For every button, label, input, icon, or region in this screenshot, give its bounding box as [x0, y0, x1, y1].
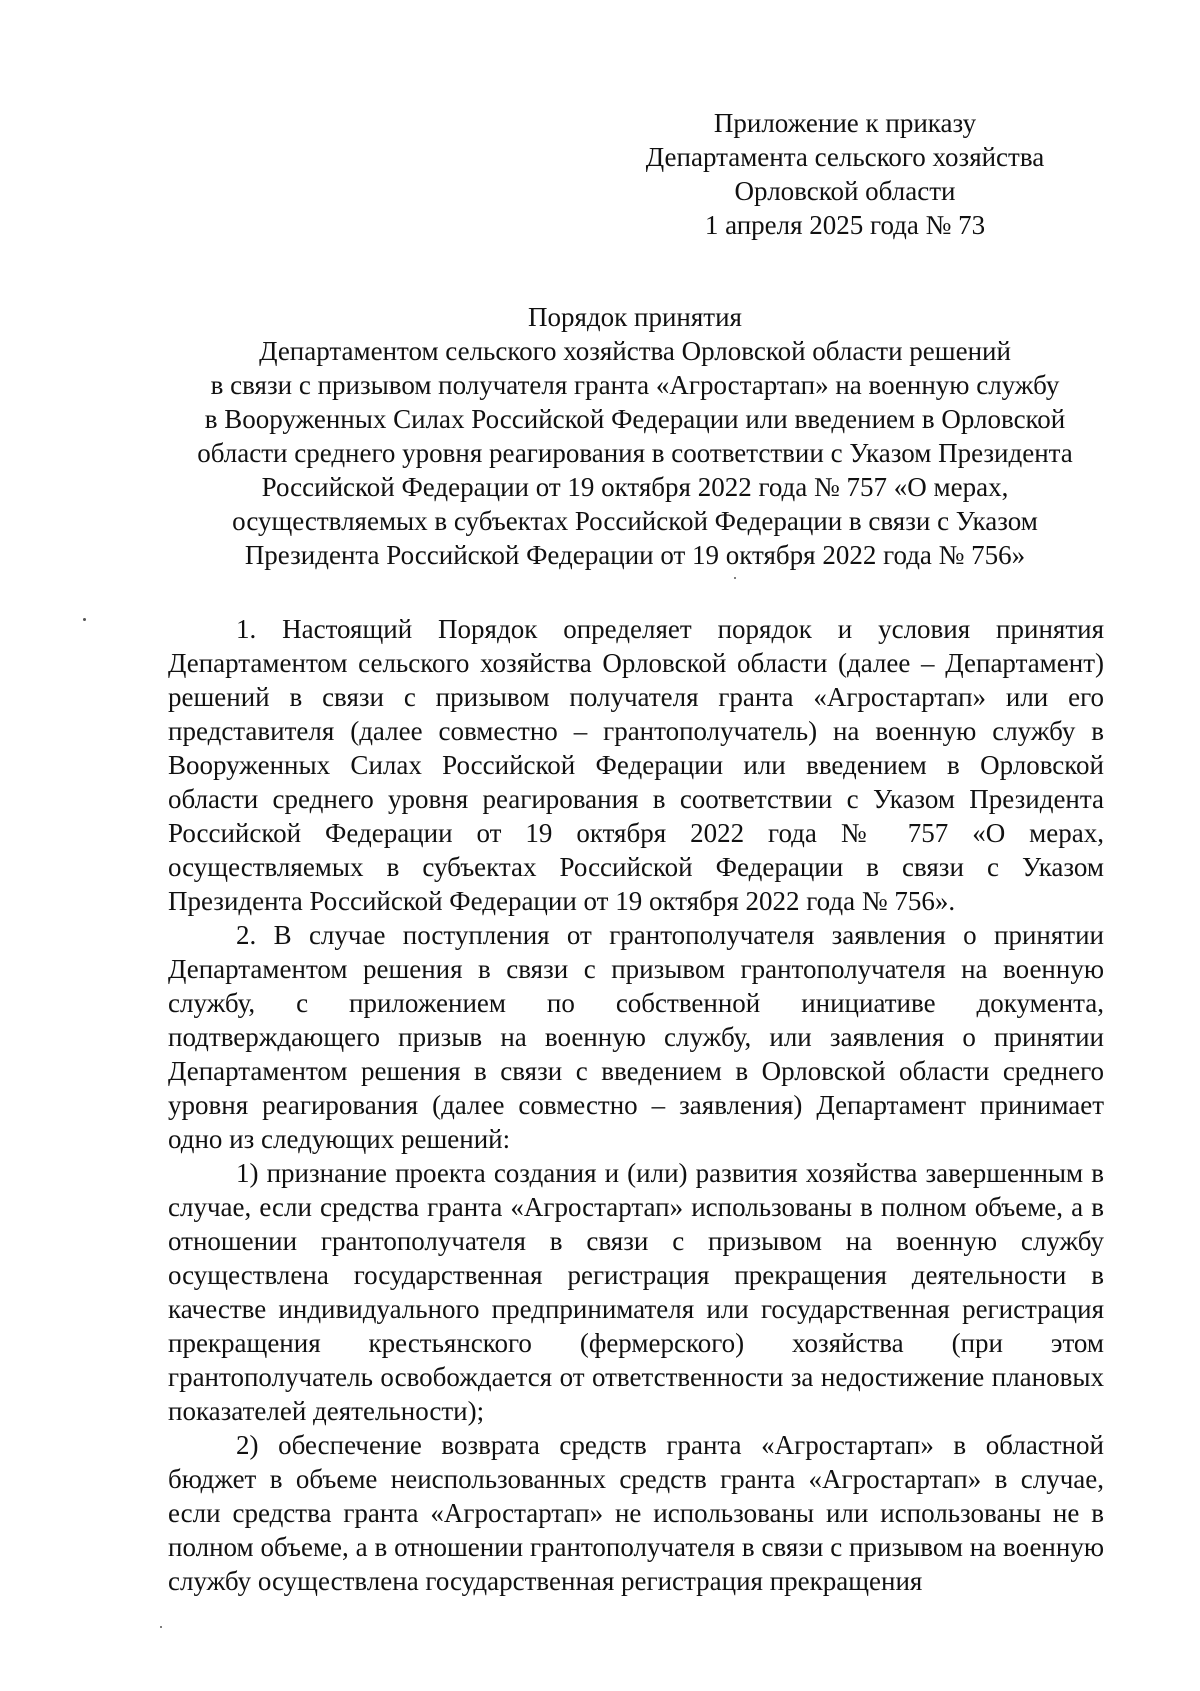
document-title: [160, 300, 1110, 572]
paragraph-2: 2. В случае поступления от грантополучателя заявления о принятии Департаментом решения в связи с призывом грантополучателя на военную службу, с приложением по собственной инициативе документа, подтверждающего призыв на военную службу, или заявления о принятии Департаментом решения в связи с введением в Орловской области среднего уровня реагирования (далее совместно – заявления) Департамент принимает одно из следующих решений:: [168, 920, 1104, 1154]
title-line: Российской Федерации от 19 октября 2022 года № 757 «О мерах,: [261, 472, 1009, 502]
scan-speck: [83, 618, 86, 621]
paragraph-1: 1. Настоящий Порядок определяет порядок и условия принятия Департаментом сельского хозяйства Орловской области (далее – Департамент) решений в связи с призывом получателя гранта «Агростартап» или его представителя (далее совместно – грантополучатель) на военную службу в Вооруженных Силах Российской Федерации или введением в Орловской области среднего уровня реагирования в соответствии с Указом Президента Российской Федерации от 19 октября 2022 года № 757 «О мерах, осуществляемых в субъектах Российской Федерации в связи с Указом Президента Российской Федерации от 19 октября 2022 года № 756».: [168, 614, 1104, 916]
paragraph-2-item-1: 1) признание проекта создания и (или) развития хозяйства завершенным в случае, если средства гранта «Агростартап» использованы в полном объеме, а в отношении грантополучателя в связи с призывом на военную службу осуществлена государственная регистрация прекращения деятельности в качестве индивидуального предпринимателя или государственная регистрация прекращения крестьянского (фермерского) хозяйства (при этом грантополучатель освобождается от ответственности за недостижение плановых показателей деятельности);: [168, 1158, 1104, 1426]
appendix-line: 1 апреля 2025 года № 73: [704, 210, 986, 240]
scan-speck: [160, 1626, 162, 1628]
scan-speck: [734, 577, 736, 579]
appendix-line: Департамента сельского хозяйства: [645, 142, 1045, 172]
title-line: Департаментом сельского хозяйства Орловской области решений: [259, 336, 1011, 366]
title-line: области среднего уровня реагирования в соответствии с Указом Президента: [197, 438, 1073, 468]
appendix-header: [620, 106, 1070, 242]
appendix-line: Орловской области: [734, 176, 956, 206]
paragraph-2-item-2: 2) обеспечение возврата средств гранта «Агростартап» в областной бюджет в объеме неиспользованных средств гранта «Агростартап» в случае, если средства гранта «Агростартап» не использованы или использованы не в полном объеме, а в отношении грантополучателя в связи с призывом на военную службу осуществлена государственная регистрация прекращения: [168, 1430, 1104, 1596]
title-line: в Вооруженных Силах Российской Федерации или введением в Орловской: [204, 404, 1066, 434]
title-line: Порядок принятия: [528, 302, 742, 332]
title-line: в связи с призывом получателя гранта «Агростартап» на военную службу: [210, 370, 1060, 400]
document-body: [168, 612, 1104, 1598]
title-line: Президента Российской Федерации от 19 октября 2022 года № 756»: [244, 540, 1026, 570]
appendix-line: Приложение к приказу: [713, 108, 977, 138]
title-line: осуществляемых в субъектах Российской Федерации в связи с Указом: [232, 506, 1038, 536]
